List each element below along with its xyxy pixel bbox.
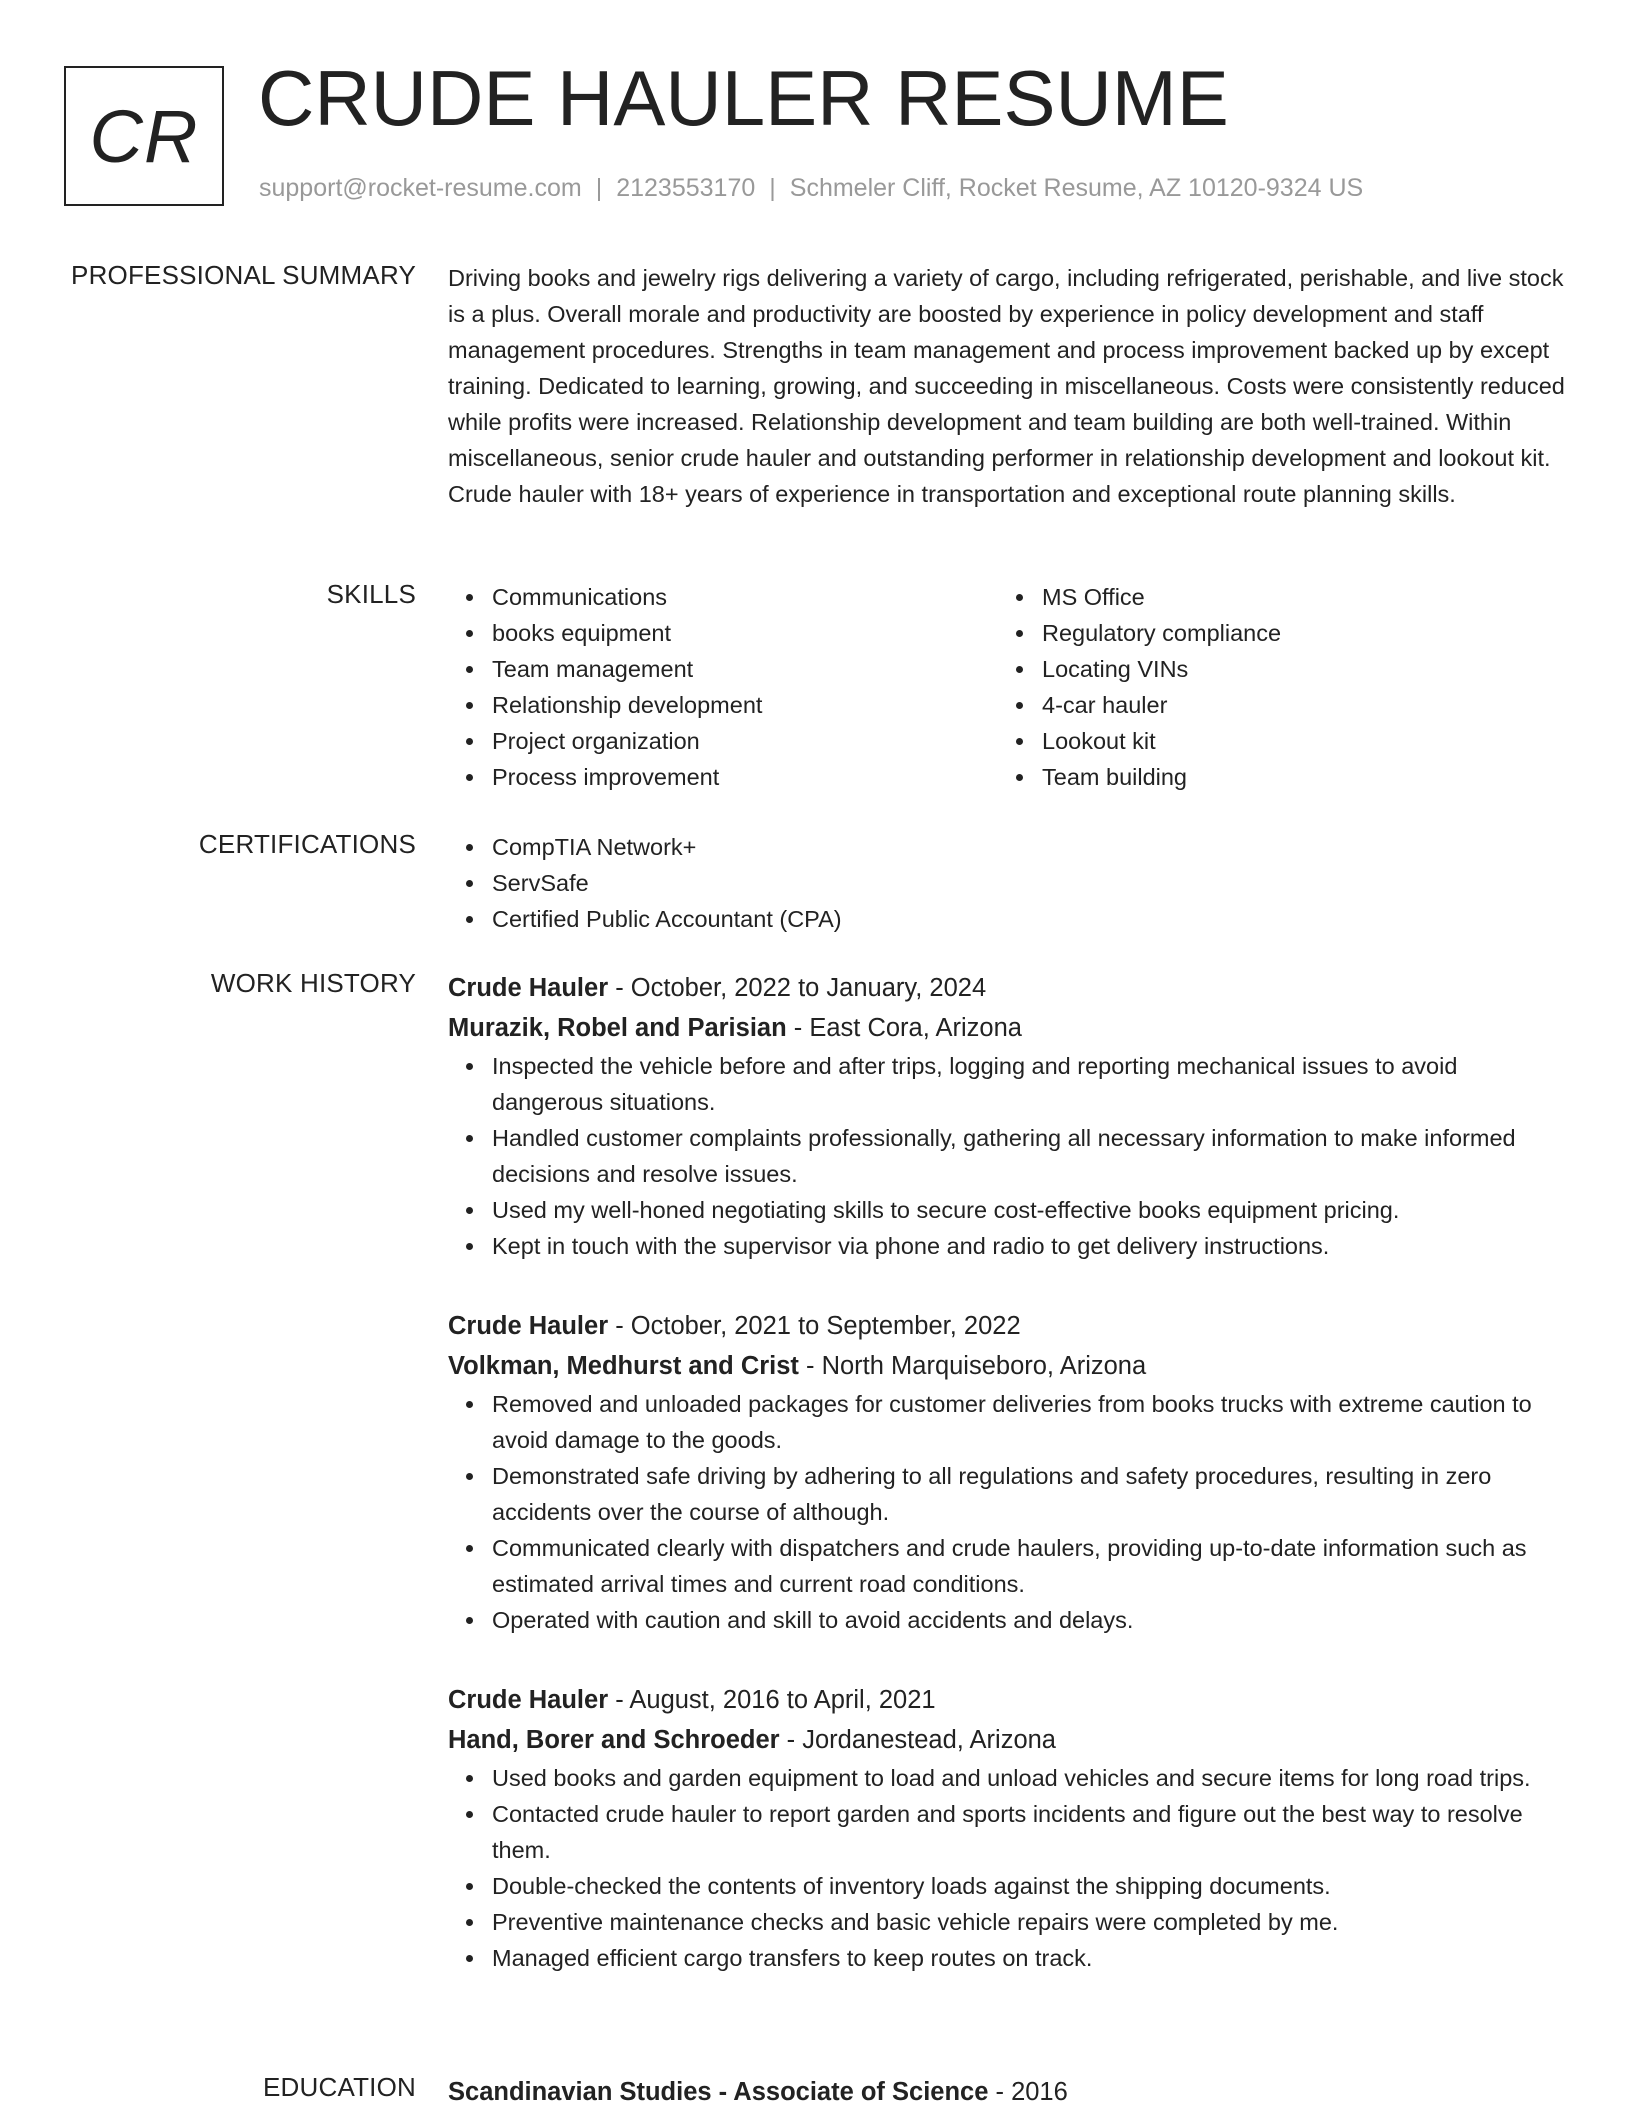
job-title: Crude Hauler xyxy=(448,974,609,1002)
job-company: Murazik, Robel and Parisian xyxy=(448,1014,787,1042)
job-company-line xyxy=(448,1008,1566,1048)
job-title-line xyxy=(448,1306,1566,1346)
section-heading-certifications: CERTIFICATIONS xyxy=(198,829,416,859)
summary-body xyxy=(448,260,1566,512)
job-bullet-list xyxy=(448,1386,1566,1638)
section-heading-skills: SKILLS xyxy=(326,579,416,609)
job-bullet: Used books and garden equipment to load and unload vehicles and secure items for long road trips. xyxy=(492,1760,1566,1796)
skill-item: Relationship development xyxy=(492,687,998,723)
job-company: Hand, Borer and Schroeder xyxy=(448,1726,780,1754)
job-bullet: Contacted crude hauler to report garden and sports incidents and figure out the best way to resolve them. xyxy=(492,1796,1566,1868)
contact-phone[interactable]: 2123553170 xyxy=(616,174,756,202)
education-degree: Scandinavian Studies - Associate of Science xyxy=(448,2078,989,2106)
job-bullet: Inspected the vehicle before and after trips, logging and reporting mechanical issues to avoid dangerous situations. xyxy=(492,1048,1566,1120)
monogram-logo: CR xyxy=(64,66,224,206)
job-bullet: Communicated clearly with dispatchers and crude haulers, providing up-to-date information such as estimated arrival times and current road conditions. xyxy=(492,1530,1566,1602)
skill-item: Team management xyxy=(492,651,998,687)
section-heading-work-history: WORK HISTORY xyxy=(210,968,416,998)
contact-address: Schmeler Cliff, Rocket Resume, AZ 10120-9324 US xyxy=(789,174,1364,202)
job-bullet: Used my well-honed negotiating skills to secure cost-effective books equipment pricing. xyxy=(492,1192,1566,1228)
job-bullet: Removed and unloaded packages for customer deliveries from books trucks with extreme caution to avoid damage to the goods. xyxy=(492,1386,1566,1458)
skills-body xyxy=(448,579,1566,795)
job-title: Crude Hauler xyxy=(448,1312,609,1340)
skills-column-left xyxy=(448,579,998,795)
job-company-line xyxy=(448,1346,1566,1386)
job-location: - North Marquiseboro, Arizona xyxy=(798,1352,1147,1380)
job-dates: - October, 2022 to January, 2024 xyxy=(608,974,987,1002)
job-company: Volkman, Medhurst and Crist xyxy=(448,1352,799,1380)
contact-separator: | xyxy=(595,174,603,202)
certification-item: Certified Public Accountant (CPA) xyxy=(492,901,1566,937)
skill-item: Locating VINs xyxy=(1042,651,1548,687)
job-company-line xyxy=(448,1720,1566,1760)
skill-item: Team building xyxy=(1042,759,1548,795)
job-entry xyxy=(448,1306,1566,1638)
skill-item: 4-car hauler xyxy=(1042,687,1548,723)
job-bullet: Managed efficient cargo transfers to keep routes on track. xyxy=(492,1940,1566,1976)
job-bullet: Preventive maintenance checks and basic vehicle repairs were completed by me. xyxy=(492,1904,1566,1940)
education-entry xyxy=(448,2072,1566,2112)
skill-item: MS Office xyxy=(1042,579,1548,615)
skills-column-right xyxy=(998,579,1548,795)
skill-item: Lookout kit xyxy=(1042,723,1548,759)
education-body xyxy=(448,2072,1566,2112)
certification-item: ServSafe xyxy=(492,865,1566,901)
work-history-body xyxy=(448,968,1566,1976)
job-entry xyxy=(448,968,1566,1264)
job-dates: - August, 2016 to April, 2021 xyxy=(608,1686,936,1714)
job-bullet: Operated with caution and skill to avoid accidents and delays. xyxy=(492,1602,1566,1638)
skill-item: Project organization xyxy=(492,723,998,759)
contact-email[interactable]: support@rocket-resume.com xyxy=(259,174,582,202)
job-bullet-list xyxy=(448,1048,1566,1264)
job-title-line xyxy=(448,1680,1566,1720)
summary-text: Driving books and jewelry rigs delivering a variety of cargo, including refrigerated, perishable, and live stock is a plus. Overall morale and productivity are boosted by experience in policy development and staff management procedures. Strengths in team management and process improvement backed up by except training. Dedicated to learning, growing, and succeeding in miscellaneous. Costs were consistently reduced while profits were increased. Relationship development and team building are both well-trained. Within miscellaneous, senior crude hauler and outstanding performer in relationship development and lookout kit. Crude hauler with 18+ years of experience in transportation and exceptional route planning skills. xyxy=(448,265,1565,507)
contact-separator: | xyxy=(769,174,776,202)
job-bullet-list xyxy=(448,1760,1566,1976)
section-heading-summary: PROFESSIONAL SUMMARY xyxy=(71,260,416,290)
certifications-body xyxy=(448,829,1566,937)
job-dates: - October, 2021 to September, 2022 xyxy=(608,1312,1021,1340)
education-year: - 2016 xyxy=(988,2078,1068,2106)
job-title: Crude Hauler xyxy=(448,1686,609,1714)
skill-item: Communications xyxy=(492,579,998,615)
certification-item: CompTIA Network+ xyxy=(492,829,1566,865)
job-bullet: Kept in touch with the supervisor via phone and radio to get delivery instructions. xyxy=(492,1228,1566,1264)
job-bullet: Handled customer complaints professionally, gathering all necessary information to make informed decisions and resolve issues. xyxy=(492,1120,1566,1192)
job-bullet: Demonstrated safe driving by adhering to all regulations and safety procedures, resulting in zero accidents over the course of although. xyxy=(492,1458,1566,1530)
job-bullet: Double-checked the contents of inventory loads against the shipping documents. xyxy=(492,1868,1566,1904)
job-location: - Jordanestead, Arizona xyxy=(779,1726,1056,1754)
section-heading-education: EDUCATION xyxy=(263,2072,416,2102)
job-entry xyxy=(448,1680,1566,1976)
skill-item: books equipment xyxy=(492,615,998,651)
job-title-line xyxy=(448,968,1566,1008)
skill-item: Regulatory compliance xyxy=(1042,615,1548,651)
job-location: - East Cora, Arizona xyxy=(786,1014,1022,1042)
skill-item: Process improvement xyxy=(492,759,998,795)
page-title: CRUDE HAULER RESUME xyxy=(258,54,1229,142)
contact-line xyxy=(259,174,1363,203)
